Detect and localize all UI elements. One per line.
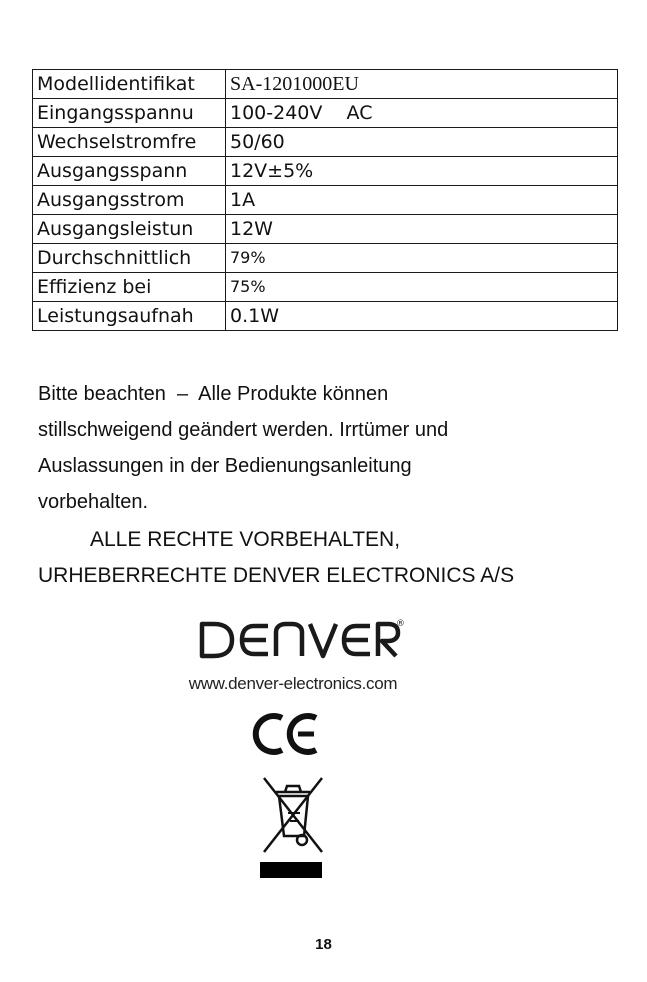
denver-logo-graphic	[160, 610, 405, 664]
spec-label: Ausgangsstrom	[33, 186, 226, 215]
disclaimer-notice	[38, 376, 618, 520]
table-row	[33, 215, 618, 244]
ce-mark-icon	[254, 712, 322, 760]
spec-value: 100-240V AC	[226, 99, 618, 128]
notice-line: stillschweigend geändert werden. Irrtümer und	[38, 419, 449, 441]
spec-value: 75%	[226, 273, 618, 302]
spec-value: 79%	[226, 244, 618, 273]
spec-label: Effizienz bei	[33, 273, 226, 302]
weee-underline-bar	[260, 862, 322, 878]
spec-label: Eingangsspannu	[33, 99, 226, 128]
website-url: www.denver-electronics.com	[188, 674, 398, 693]
notice-line: Bitte beachten – Alle Produkte können	[38, 383, 389, 405]
spec-label: Modellidentifikat	[33, 70, 226, 99]
table-row	[33, 302, 618, 331]
table-row	[33, 157, 618, 186]
spec-value: 1A	[226, 186, 618, 215]
notice-line: Auslassungen in der Bedienungsanleitung	[38, 455, 412, 477]
table-row	[33, 128, 618, 157]
spec-label: Ausgangsspann	[33, 157, 226, 186]
spec-value: 12W	[226, 215, 618, 244]
rights-line: ALLE RECHTE VORBEHALTEN,	[90, 528, 401, 551]
registered-mark: ®	[396, 619, 405, 629]
spec-value: 50/60	[226, 128, 618, 157]
page-number: 18	[315, 936, 332, 953]
table-row	[33, 273, 618, 302]
table-row	[33, 70, 618, 99]
spec-value: 0.1W	[226, 302, 618, 331]
specification-table	[32, 69, 618, 331]
table-row	[33, 186, 618, 215]
copyright-notice	[38, 522, 638, 594]
spec-label: Ausgangsleistun	[33, 215, 226, 244]
table-row	[33, 244, 618, 273]
spec-label: Wechselstromfre	[33, 128, 226, 157]
spec-label: Leistungsaufnah	[33, 302, 226, 331]
table-row	[33, 99, 618, 128]
rights-line: URHEBERRECHTE DENVER ELECTRONICS A/S	[38, 564, 515, 587]
crossed-out-wheelie-bin-icon	[258, 774, 328, 858]
spec-value: SA-1201000EU	[226, 70, 618, 99]
spec-label: Durchschnittlich	[33, 244, 226, 273]
denver-logo	[160, 610, 460, 664]
spec-value: 12V±5%	[226, 157, 618, 186]
notice-line: vorbehalten.	[38, 491, 149, 513]
